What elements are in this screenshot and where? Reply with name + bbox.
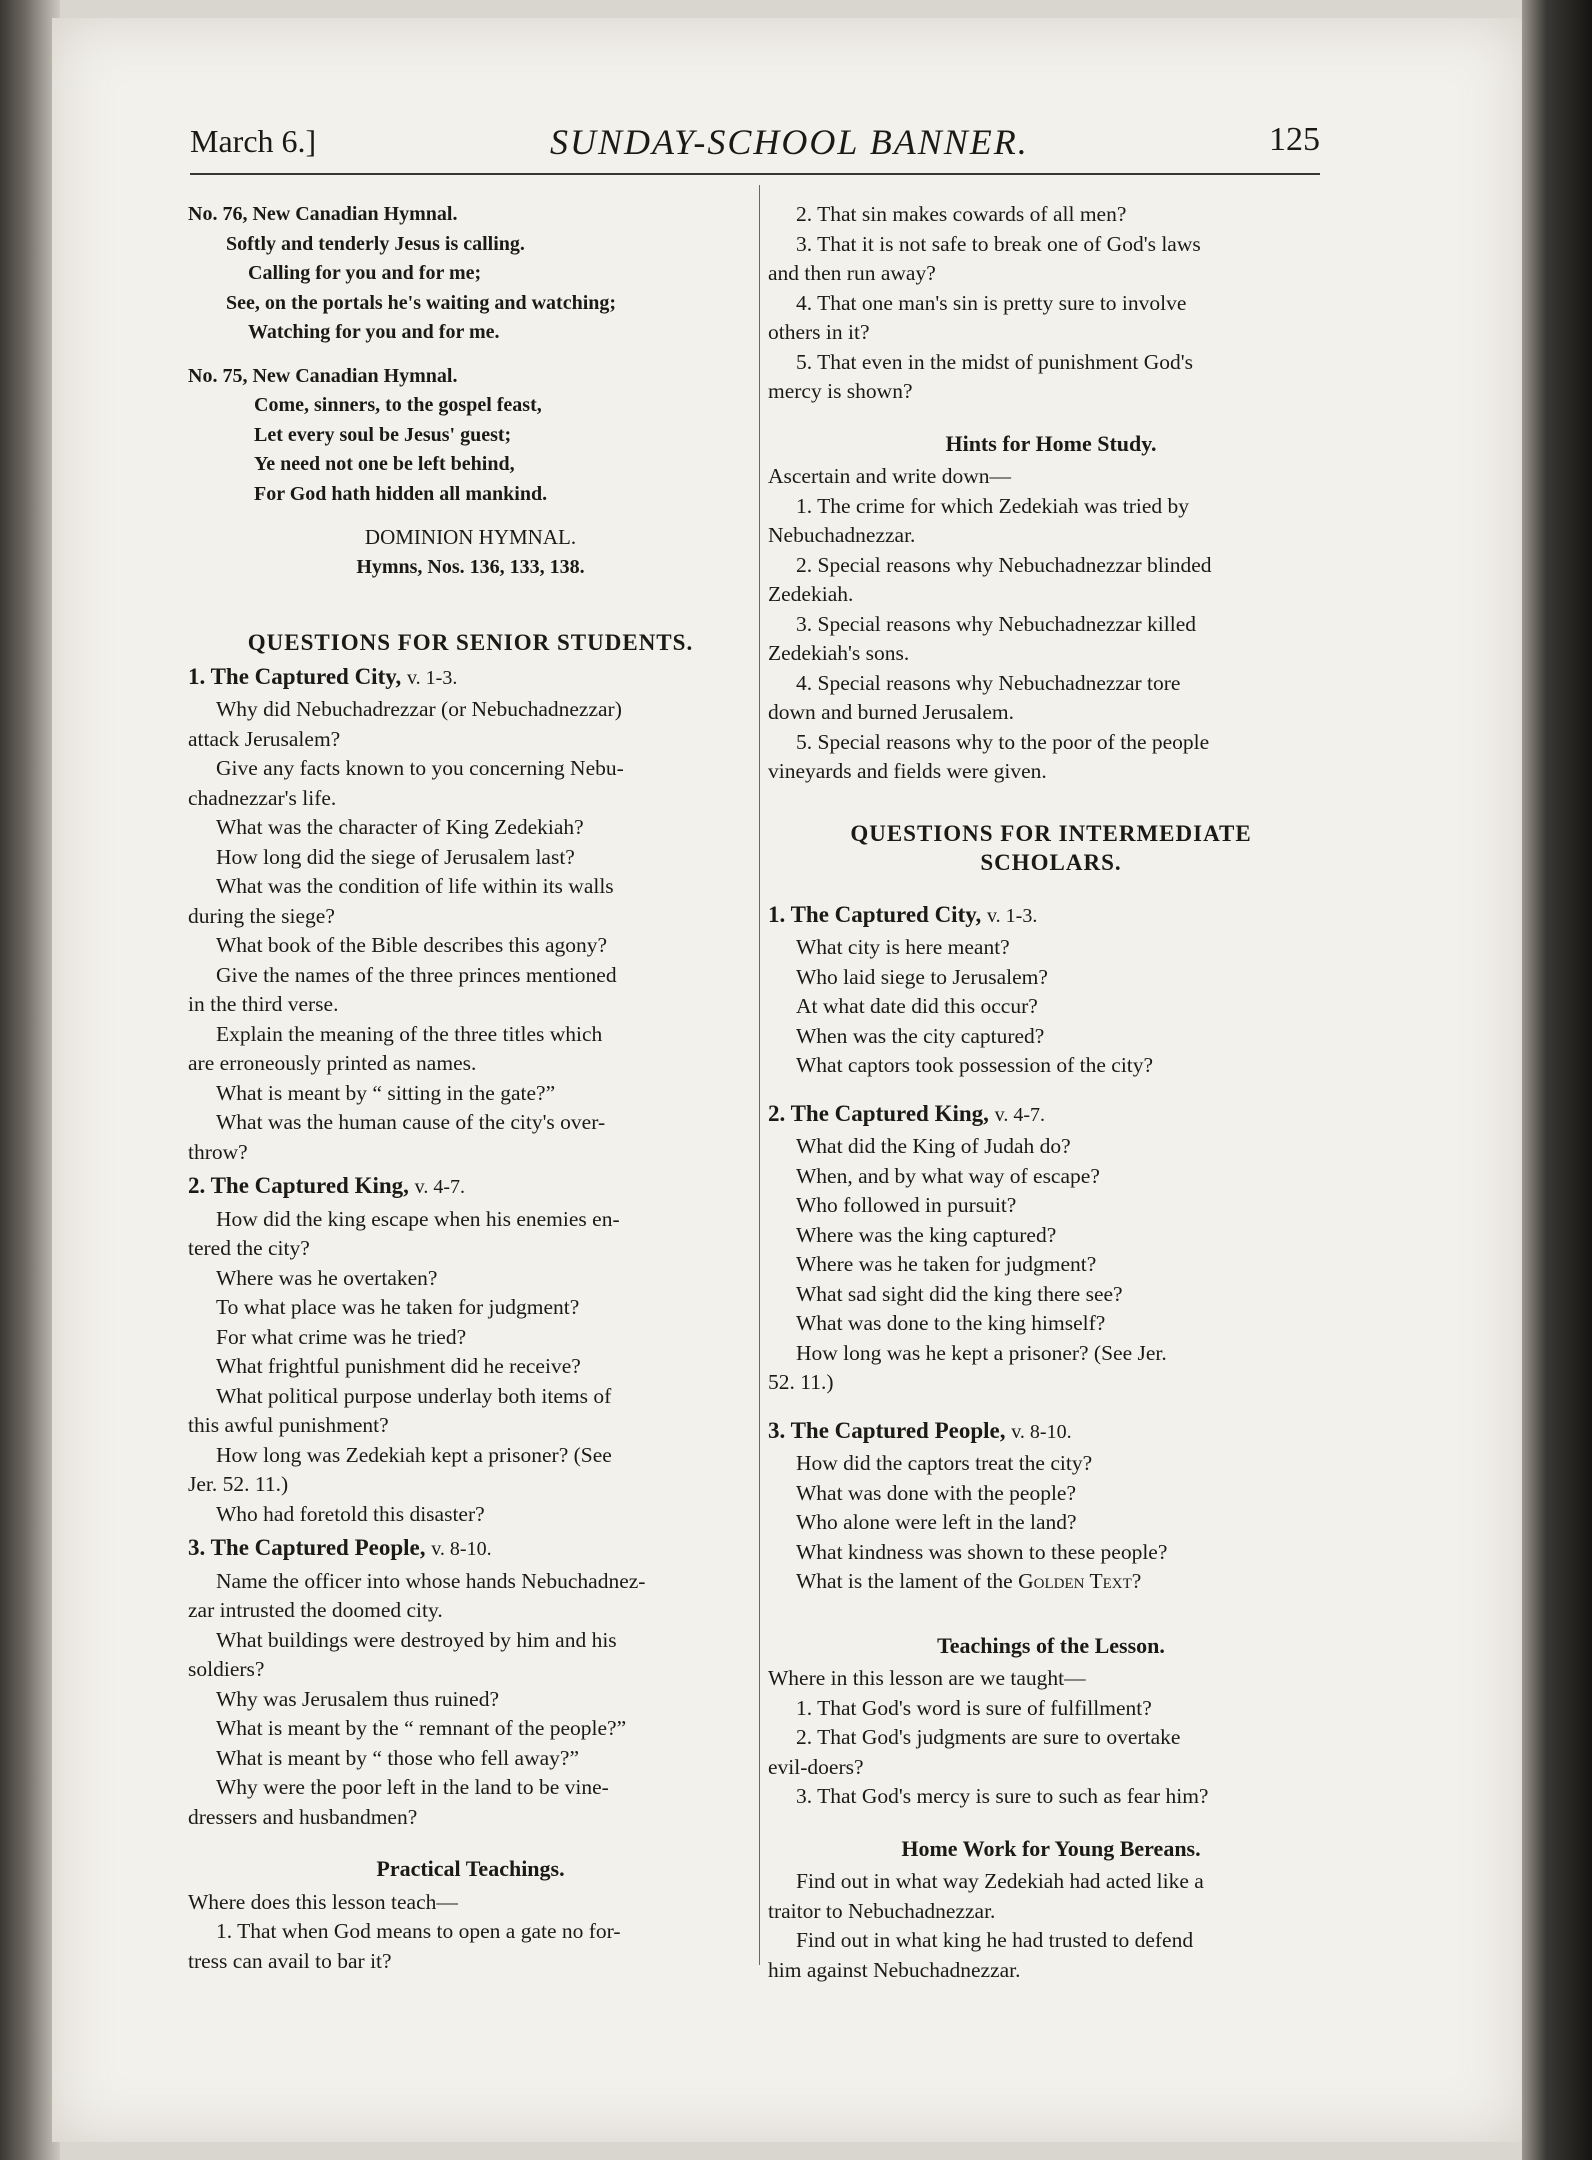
text-line: What kindness was shown to these people?: [796, 1539, 1168, 1564]
intermediate-section-3-heading: [768, 1416, 1334, 1448]
text-line: Who followed in pursuit?: [796, 1193, 1017, 1217]
senior-section-1-heading: [188, 662, 753, 694]
text-line: evil-doers?: [768, 1754, 864, 1779]
left-column: [188, 200, 753, 1976]
text-line: 1. That God's word is sure of fulfillment?: [796, 1695, 1152, 1720]
page-header: [135, 115, 1320, 175]
text-line: What frightful punishment did he receive?: [216, 1354, 581, 1378]
section-title: 3. The Captured People,: [768, 1417, 1006, 1443]
text-line: 5. Special reasons why to the poor of the people: [796, 729, 1210, 754]
intermediate-section-2-heading: [768, 1099, 1334, 1131]
text-line: 3. That it is not safe to break one of God's laws: [796, 231, 1201, 256]
text-line: 4. That one man's sin is pretty sure to involve: [796, 290, 1187, 315]
text-line: Explain the meaning of the three titles which: [216, 1021, 603, 1046]
section-title: 3. The Captured People,: [188, 1535, 426, 1560]
intermediate-heading-line-1: QUESTIONS FOR INTERMEDIATE: [850, 820, 1252, 846]
text-line: Ascertain and write down—: [768, 464, 1011, 488]
text-line: Where in this lesson are we taught—: [768, 1666, 1086, 1690]
hymn-75-label: No. 75, New Canadian Hymnal.: [188, 364, 458, 387]
text-line: 2. Special reasons why Nebuchadnezzar blinded: [796, 552, 1212, 577]
right-column: [768, 200, 1334, 1985]
page-number: 125: [1269, 121, 1320, 158]
section-verse: v. 8-10.: [431, 1538, 492, 1560]
hymn-line: Ye need not one be left behind,: [254, 453, 515, 475]
text-line: soldiers?: [188, 1657, 265, 1681]
text-line: Find out in what way Zedekiah had acted like a: [796, 1869, 1204, 1893]
hymn-line: See, on the portals he's waiting and watching;: [226, 291, 617, 314]
section-title: 2. The Captured King,: [768, 1100, 989, 1126]
text-line: How did the king escape when his enemies en-: [216, 1206, 620, 1231]
text-line: How long was Zedekiah kept a prisoner? (See: [216, 1442, 612, 1467]
hints-home-study-heading: Hints for Home Study.: [945, 430, 1157, 456]
text-line: dressers and husbandmen?: [188, 1804, 418, 1829]
section-verse: v. 4-7.: [994, 1103, 1046, 1126]
hymn-line: Softly and tenderly Jesus is calling.: [226, 232, 525, 255]
text-line: Why were the poor left in the land to be vine-: [216, 1775, 609, 1799]
hymn-line: Let every soul be Jesus' guest;: [254, 423, 512, 446]
text-line: 2. That God's judgments are sure to overtake: [796, 1725, 1181, 1749]
practical-teachings-heading: Practical Teachings.: [376, 1856, 565, 1881]
text-line: What buildings were destroyed by him and his: [216, 1627, 617, 1652]
text-line: Find out in what king he had trusted to defend: [796, 1928, 1194, 1952]
text-line: 4. Special reasons why Nebuchadnezzar tore: [796, 670, 1181, 695]
text-line: Where does this lesson teach—: [188, 1889, 458, 1914]
text-line: Where was he overtaken?: [216, 1265, 438, 1290]
teachings-of-lesson-heading: Teachings of the Lesson.: [937, 1632, 1165, 1658]
text-line: 52. 11.): [768, 1370, 834, 1394]
practical-teachings-lines: [188, 1888, 753, 1977]
text-line: What is meant by “ sitting in the gate?”: [216, 1080, 556, 1105]
section-title: 1. The Captured City,: [768, 901, 982, 927]
section-title: 1. The Captured City,: [188, 663, 402, 689]
text-line: What political purpose underlay both items of: [216, 1383, 612, 1408]
text-line: Zedekiah.: [768, 582, 854, 606]
senior-section-3-questions: [188, 1567, 753, 1833]
text-line: At what date did this occur?: [796, 994, 1038, 1018]
text-line: 2. That sin makes cowards of all men?: [796, 202, 1127, 226]
intermediate-section-1-heading: [768, 900, 1334, 932]
intermediate-section-3-questions: [768, 1449, 1334, 1567]
text-line: 3. Special reasons why Nebuchadnezzar killed: [796, 611, 1196, 636]
text-line: What was done with the people?: [796, 1480, 1077, 1505]
text-line: For what crime was he tried?: [216, 1324, 467, 1349]
section-verse: v. 8-10.: [1011, 1420, 1072, 1443]
hymn-line: Come, sinners, to the gospel feast,: [254, 394, 542, 416]
text-line: others in it?: [768, 320, 870, 344]
text-line: chadnezzar's life.: [188, 785, 337, 810]
book-binding-right: [1522, 0, 1592, 2160]
text-line: him against Nebuchadnezzar.: [768, 1957, 1021, 1982]
text-line: What did the King of Judah do?: [796, 1134, 1071, 1158]
text-line: down and burned Jerusalem.: [768, 700, 1014, 724]
text-line: What captors took possession of the city?: [796, 1053, 1154, 1077]
text-line: Why was Jerusalem thus ruined?: [216, 1686, 500, 1711]
text-line: Jer. 52. 11.): [188, 1472, 289, 1496]
section-title: 2. The Captured King,: [188, 1173, 409, 1198]
senior-section-3-heading: [188, 1533, 753, 1565]
hymn-line: For God hath hidden all mankind.: [254, 482, 548, 505]
text-line: Who alone were left in the land?: [796, 1510, 1077, 1534]
teachings-of-lesson-lines: [768, 1664, 1334, 1812]
text-line: are erroneously printed as names.: [188, 1051, 477, 1075]
text-line: Where was the king captured?: [796, 1222, 1057, 1247]
text-line: zar intrusted the doomed city.: [188, 1598, 443, 1622]
text-line: throw?: [188, 1139, 248, 1164]
text-line: What was the condition of life within its walls: [216, 874, 614, 898]
question-mark: ?: [1131, 1569, 1142, 1593]
senior-section-2-heading: [188, 1171, 753, 1203]
text-line: 5. That even in the midst of punishment God's: [796, 349, 1194, 374]
text-line: What book of the Bible describes this agony?: [216, 933, 608, 957]
text-line: Who laid siege to Jerusalem?: [796, 964, 1048, 989]
golden-text-question: [768, 1567, 1334, 1597]
text-line: How long did the siege of Jerusalem last?: [216, 844, 575, 869]
hints-home-study-lines: [768, 462, 1334, 787]
text-line: vineyards and fields were given.: [768, 759, 1047, 783]
dominion-hymn-numbers: Hymns, Nos. 136, 133, 138.: [356, 555, 585, 578]
text-line: Give the names of the three princes mentioned: [216, 962, 617, 987]
section-verse: v. 1-3.: [986, 904, 1038, 927]
intermediate-section-1-questions: [768, 933, 1334, 1081]
golden-text-label: Golden Text: [1018, 1569, 1132, 1593]
section-verse: v. 4-7.: [414, 1176, 466, 1198]
section-verse: v. 1-3.: [406, 666, 458, 689]
text-line: Why did Nebuchadrezzar (or Nebuchadnezzar): [216, 697, 622, 721]
text-line: What city is here meant?: [796, 935, 1010, 959]
text-line: Who had foretold this disaster?: [216, 1501, 485, 1526]
text-line: 3. That God's mercy is sure to such as fear him?: [796, 1784, 1209, 1808]
hymn-line: Calling for you and for me;: [248, 262, 482, 284]
text-line: Where was he taken for judgment?: [796, 1252, 1097, 1276]
senior-students-heading: QUESTIONS FOR SENIOR STUDENTS.: [247, 630, 694, 655]
book-binding-left: [0, 0, 60, 2160]
dominion-hymnal-title: DOMINION HYMNAL.: [364, 525, 577, 549]
text-line: What is meant by the “ remnant of the people?”: [216, 1716, 627, 1740]
senior-section-2-questions: [188, 1205, 753, 1530]
column-divider: [759, 185, 760, 1965]
text-line: tered the city?: [188, 1236, 310, 1260]
text-line: What sad sight did the king there see?: [796, 1281, 1123, 1306]
hymn-75-verse: [188, 391, 753, 509]
practical-teachings-continued: [768, 200, 1334, 407]
text-line: What was done to the king himself?: [796, 1311, 1106, 1335]
text-line: tress can avail to bar it?: [188, 1948, 392, 1973]
hymn-76-verse: [188, 230, 753, 348]
home-work-heading: Home Work for Young Bereans.: [901, 1835, 1201, 1861]
text-line: How long was he kept a prisoner? (See Jer.: [796, 1340, 1167, 1365]
intermediate-heading-line-2: SCHOLARS.: [980, 850, 1122, 875]
text-line: When was the city captured?: [796, 1023, 1045, 1048]
hymn-76-label: No. 76, New Canadian Hymnal.: [188, 203, 458, 225]
text-line: When, and by what way of escape?: [796, 1163, 1100, 1188]
header-rule: [190, 173, 1320, 175]
question-text: What is the lament of the: [796, 1569, 1013, 1593]
text-line: Nebuchadnezzar.: [768, 523, 916, 547]
text-line: To what place was he taken for judgment?: [216, 1295, 580, 1319]
text-line: What is meant by “ those who fell away?”: [216, 1745, 579, 1770]
text-line: 1. That when God means to open a gate no for-: [216, 1919, 621, 1943]
header-date: March 6.]: [190, 123, 317, 159]
intermediate-section-2-questions: [768, 1132, 1334, 1398]
home-work-lines: [768, 1867, 1334, 1985]
text-line: mercy is shown?: [768, 379, 913, 403]
text-line: Give any facts known to you concerning Nebu-: [216, 756, 624, 780]
senior-section-1-questions: [188, 695, 753, 1167]
text-line: Zedekiah's sons.: [768, 641, 910, 665]
text-line: 1. The crime for which Zedekiah was tried by: [796, 493, 1190, 518]
text-line: during the siege?: [188, 903, 335, 928]
header-title: SUNDAY-SCHOOL BANNER.: [550, 122, 1029, 162]
text-line: in the third verse.: [188, 992, 339, 1016]
text-line: Name the officer into whose hands Nebuchadnez-: [216, 1568, 646, 1593]
text-line: What was the human cause of the city's over-: [216, 1110, 606, 1134]
text-line: What was the character of King Zedekiah?: [216, 815, 584, 839]
text-line: and then run away?: [768, 261, 936, 285]
text-line: attack Jerusalem?: [188, 726, 341, 751]
text-line: traitor to Nebuchadnezzar.: [768, 1898, 996, 1923]
hymn-line: Watching for you and for me.: [248, 321, 500, 343]
text-line: this awful punishment?: [188, 1413, 389, 1437]
text-line: How did the captors treat the city?: [796, 1451, 1093, 1475]
